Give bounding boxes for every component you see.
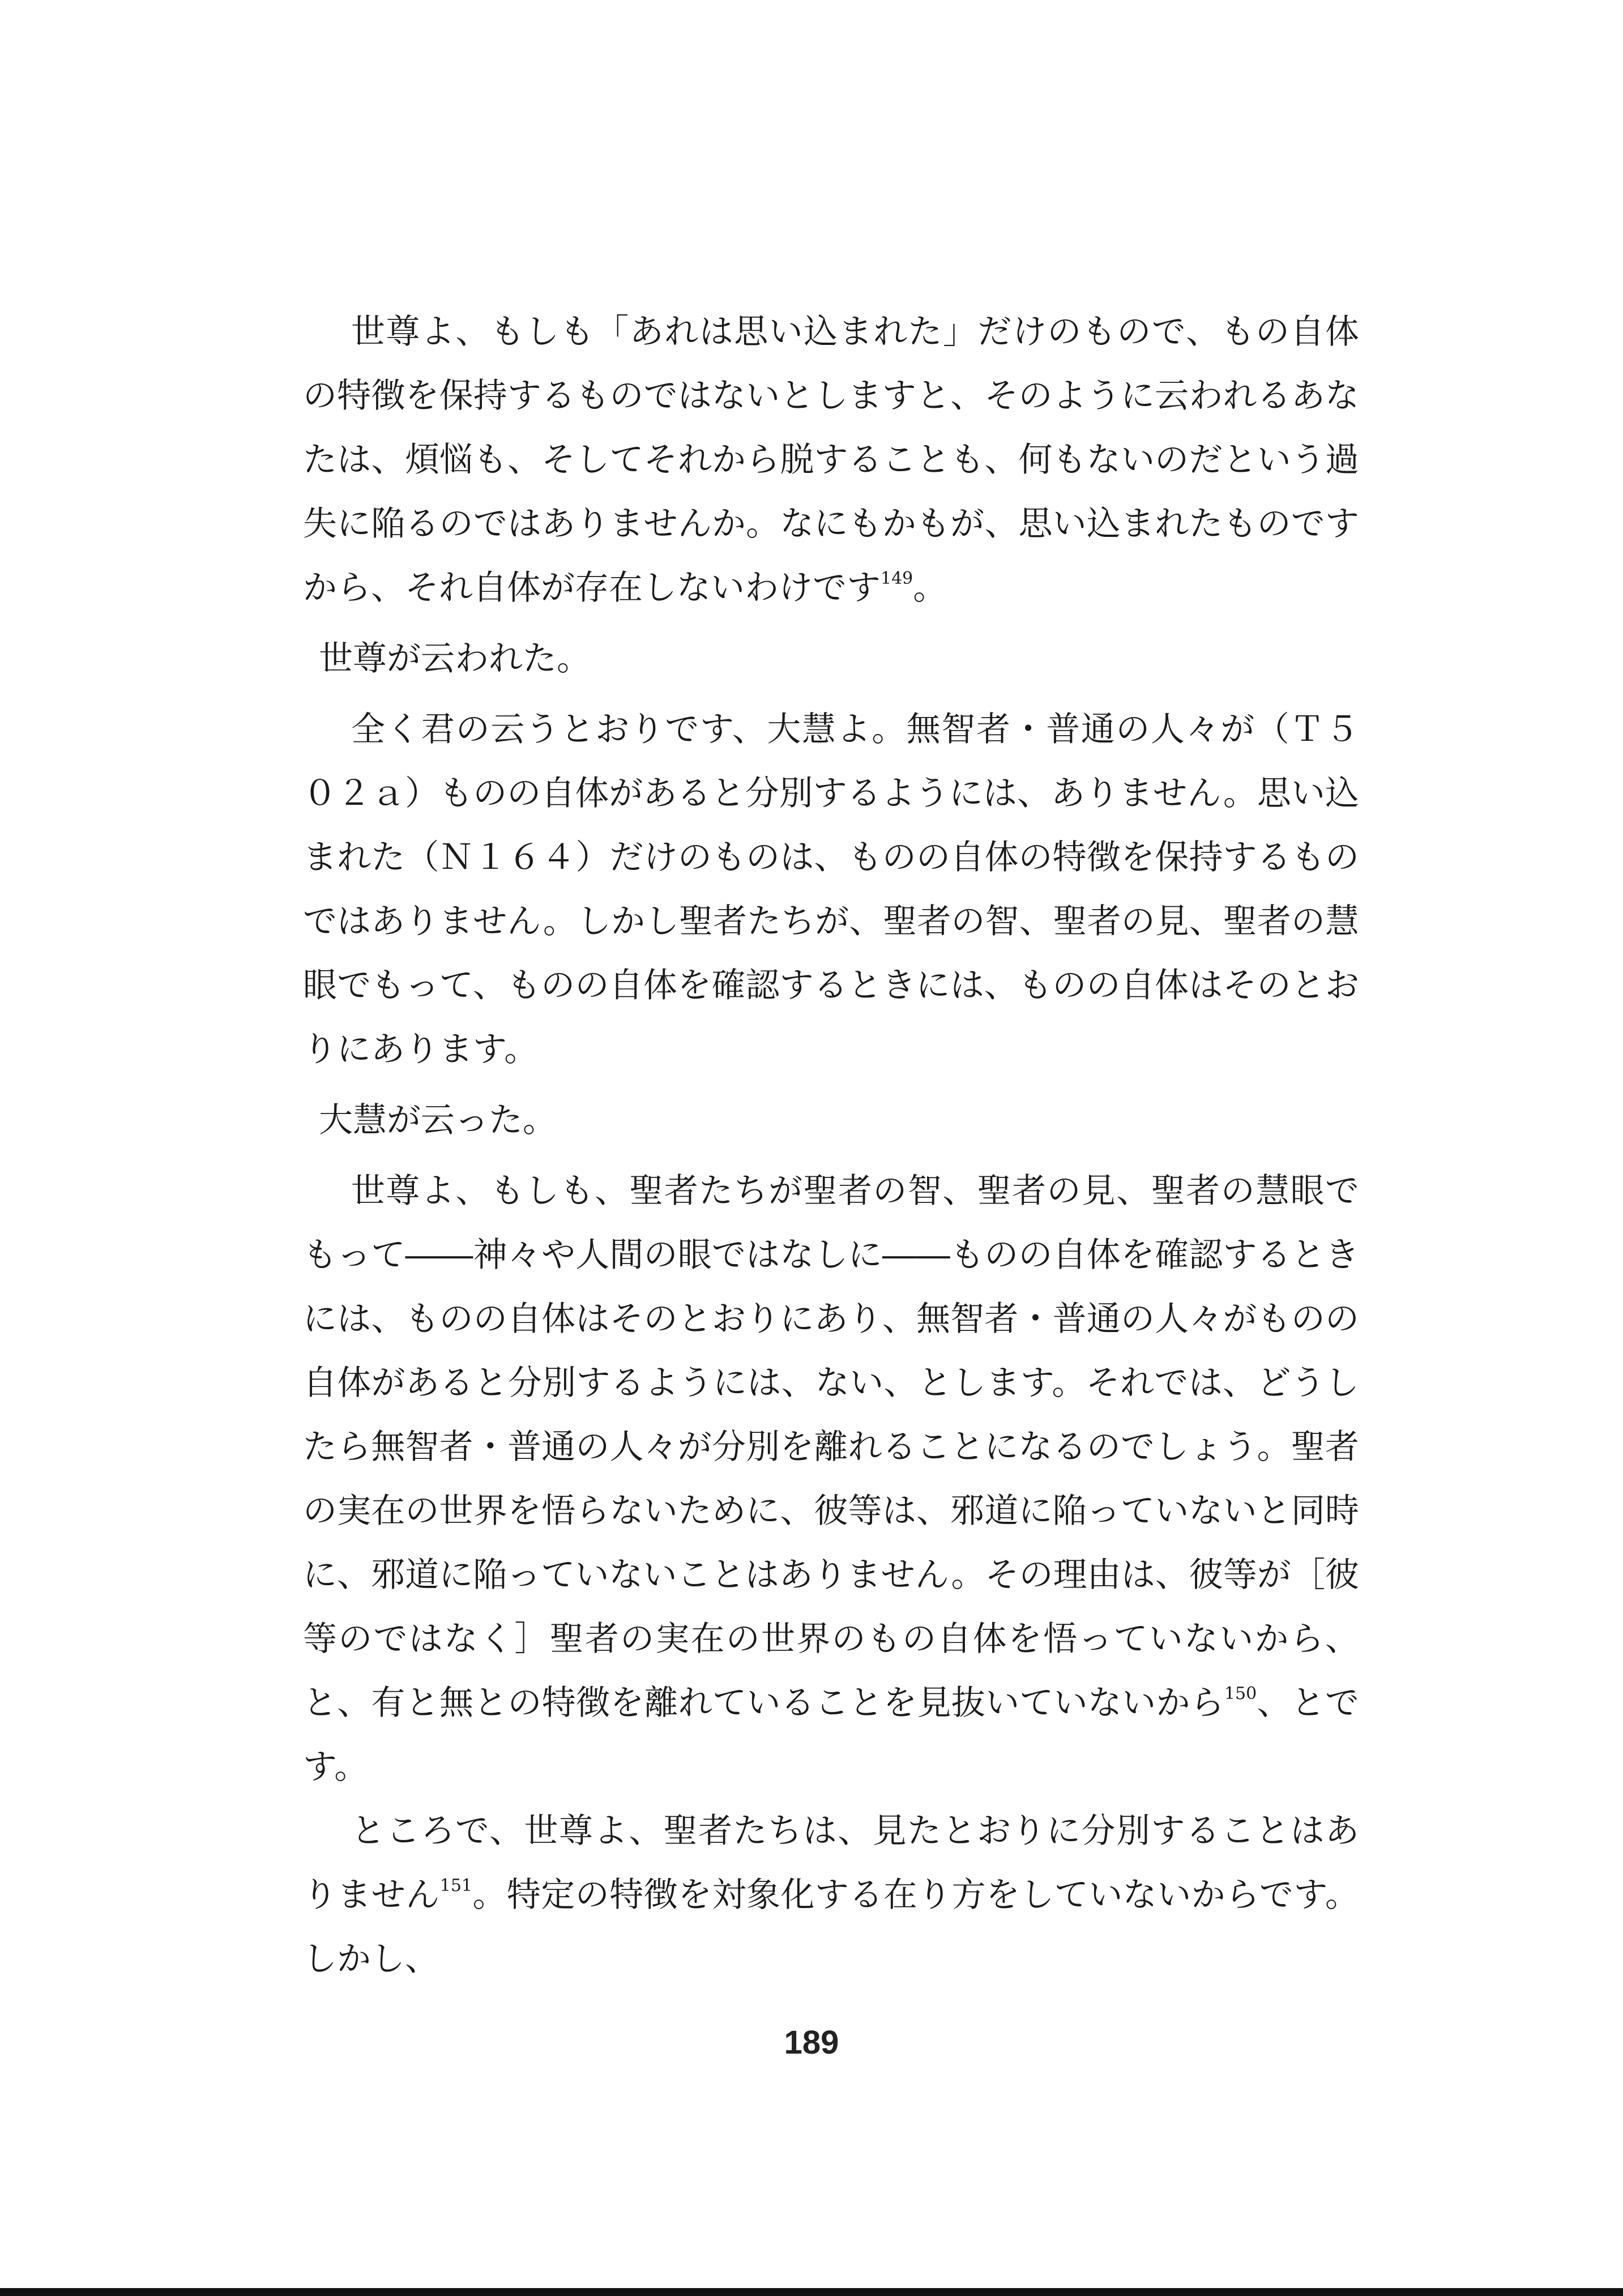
paragraph-3-end: 、とです。	[303, 1683, 1360, 1787]
paragraph-4-end: 。特定の特徴を対象化する在り方をしていないからです。しかし、	[303, 1875, 1359, 1979]
speaker-line-2: 大慧が云った。	[319, 1100, 557, 1140]
paragraph-3-text: 世尊よ、もしも、聖者たちが聖者の智、聖者の見、聖者の慧眼でもって――神々や人間の眼ではなしに――ものの自体を確認するときには、ものの自体はそのとおりにあり、無智者・普通の人々がものの自体があると分別するようには、ない、とします。それでは、どうしたら無智者・普通の人々が分別を離れることになるのでしょう。聖者の実在の世界を悟らないために、彼等は、邪道に陥っていないと同時に、邪道に陥っていないことはありません。その理由は、彼等が［彼等のではなく］聖者の実在の世界のもの自体を悟っていないから、と、有と無との特徴を離れていることを見抜いていないから	[303, 1171, 1359, 1723]
paragraph-1	[303, 300, 1359, 620]
paragraph-1-end: 。	[913, 568, 947, 608]
paragraph-2	[303, 698, 1359, 1082]
footnote-ref-151[interactable]: 151	[439, 1876, 473, 1896]
paragraph-3	[303, 1159, 1359, 1799]
paragraph-2-text: 全く君の云うとおりです、大慧よ。無智者・普通の人々が（Ｔ５０２ａ）ものの自体があると分別するようには、ありません。思い込まれた（Ｎ１６４）だけのものは、ものの自体の特徴を保持するものではありません。しかし聖者たちが、聖者の智、聖者の見、聖者の慧眼でもって、ものの自体を確認するときには、ものの自体はそのとおりにあります。	[303, 710, 1359, 1069]
footnote-ref-150[interactable]: 150	[1224, 1684, 1257, 1704]
paragraph-4	[303, 1799, 1359, 1991]
paragraph-1-text: 世尊よ、もしも「あれは思い込まれた」だけのもので、もの自体の特徴を保持するものではないとしますと、そのように云われるあなたは、煩悩も、そしてそれから脱することも、何もないのだという過失に陥るのではありませんか。なにもかもが、思い込まれたものですから、それ自体が存在しないわけです	[303, 312, 1359, 608]
scan-edge-rule	[0, 2288, 1623, 2296]
body-text	[303, 300, 1359, 1991]
footnote-ref-149[interactable]: 149	[881, 569, 913, 588]
page-number: 189	[784, 2024, 839, 2061]
speaker-line-1: 世尊が云われた。	[319, 639, 591, 678]
paragraph-4-text: ところで、世尊よ、聖者たちは、見たとおりに分別することはありません	[303, 1811, 1359, 1915]
